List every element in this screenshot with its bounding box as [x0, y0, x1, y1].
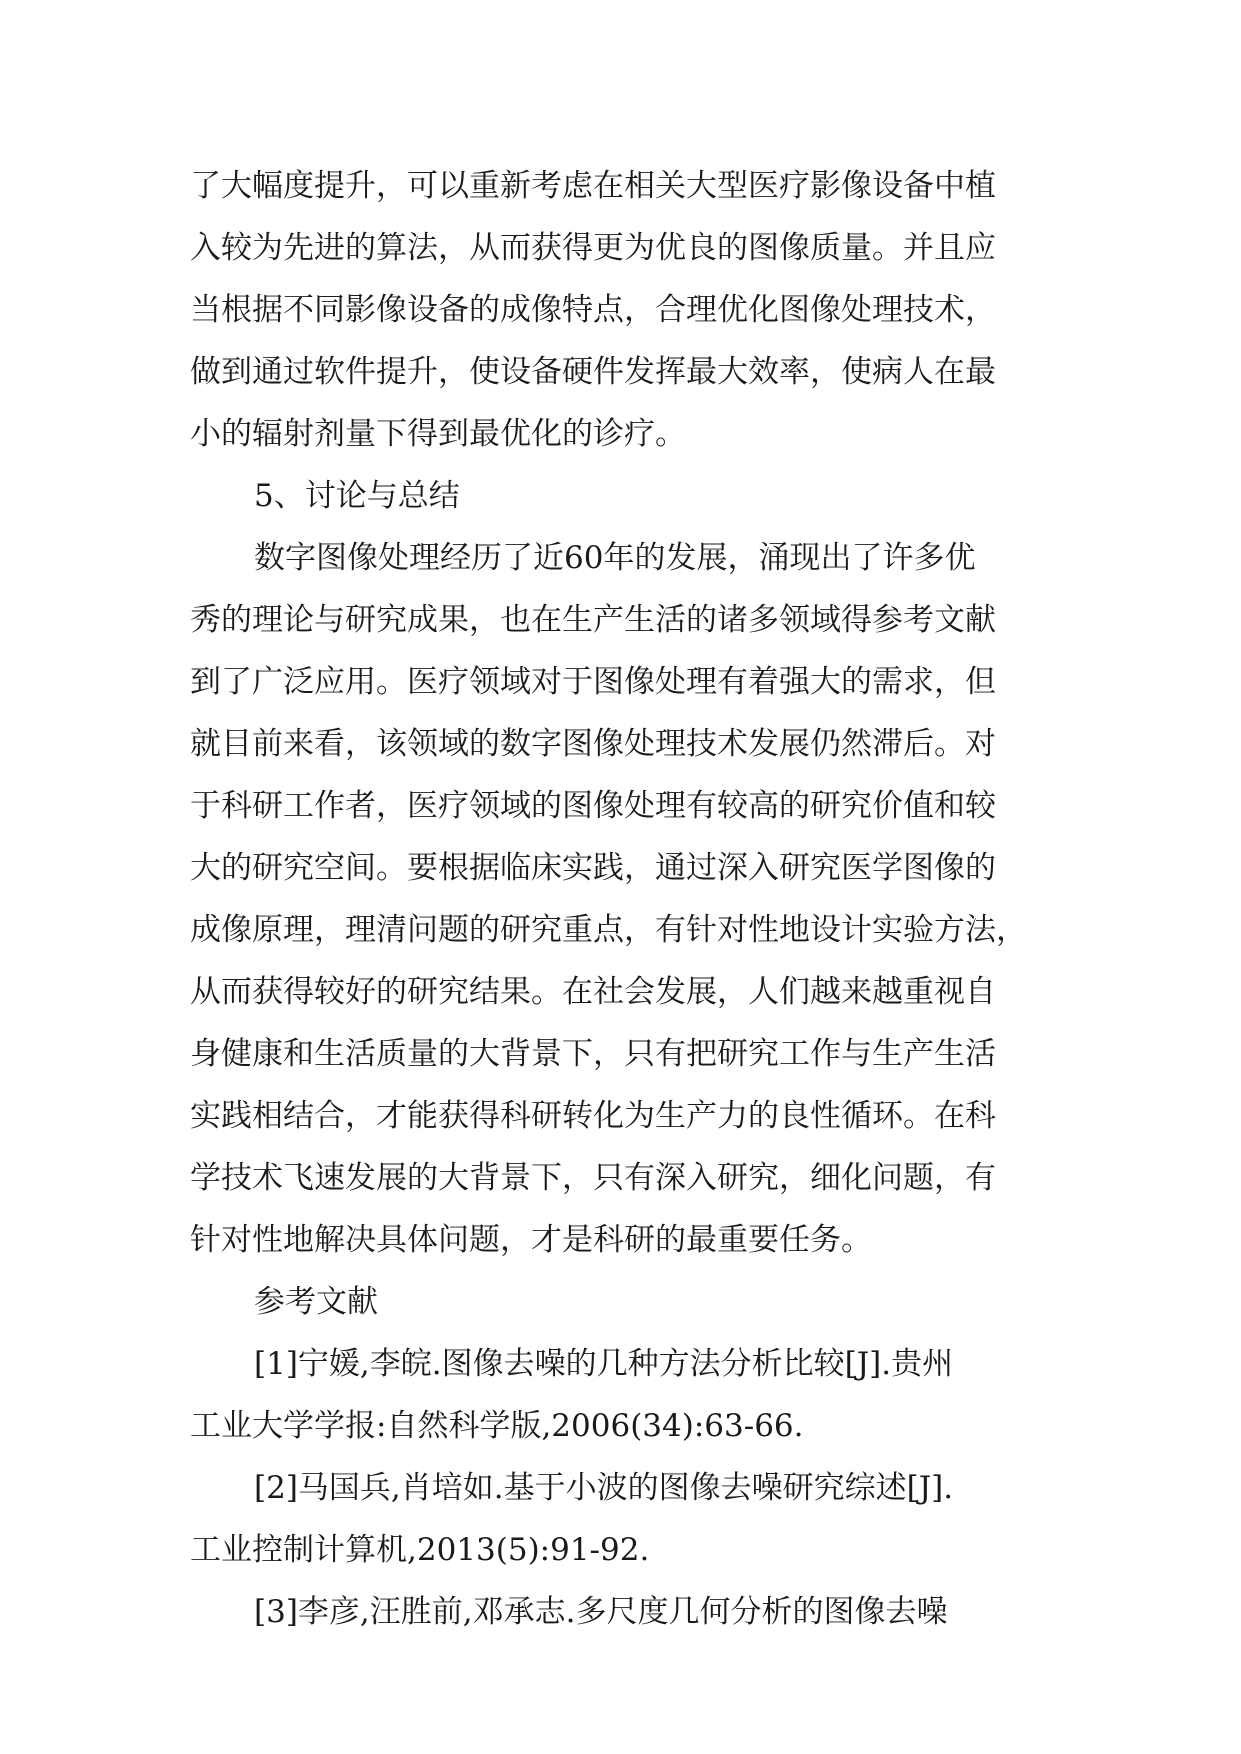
reference-item-continuation: 工业大学学报:自然科学版,2006(34):63-66. [190, 1408, 804, 1444]
paragraph-line: 小的辐射剂量下得到最优化的诊疗。 [190, 416, 686, 452]
paragraph-line: 从而获得较好的研究结果。在社会发展，人们越来越重视自 [190, 974, 996, 1010]
paragraph-line: 针对性地解决具体问题，才是科研的最重要任务。 [190, 1222, 872, 1258]
paragraph-line: 当根据不同影像设备的成像特点，合理优化图像处理技术， [190, 292, 996, 328]
paragraph-line: 数字图像处理经历了近60年的发展，涌现出了许多优 [254, 540, 976, 576]
paragraph-line: 学技术飞速发展的大背景下，只有深入研究，细化问题，有 [190, 1160, 996, 1196]
paragraph-line: 身健康和生活质量的大背景下，只有把研究工作与生产生活 [190, 1036, 996, 1072]
paragraph-line: 实践相结合，才能获得科研转化为生产力的良性循环。在科 [190, 1098, 996, 1134]
paragraph-line: 于科研工作者，医疗领域的图像处理有较高的研究价值和较 [190, 788, 996, 824]
reference-item: [2]马国兵,肖培如.基于小波的图像去噪研究综述[J]. [254, 1470, 954, 1506]
reference-item: [3]李彦,汪胜前,邓承志.多尺度几何分析的图像去噪 [254, 1594, 948, 1630]
reference-item: [1]宁媛,李皖.图像去噪的几种方法分析比较[J].贵州 [254, 1346, 954, 1382]
reference-item-continuation: 工业控制计算机,2013(5):91-92. [190, 1532, 650, 1568]
references-heading: 参考文献 [254, 1284, 378, 1320]
paragraph-line: 大的研究空间。要根据临床实践，通过深入研究医学图像的 [190, 850, 996, 886]
paragraph-line: 到了广泛应用。医疗领域对于图像处理有着强大的需求，但 [190, 664, 996, 700]
paragraph-line: 了大幅度提升，可以重新考虑在相关大型医疗影像设备中植 [190, 168, 996, 204]
paragraph-line: 成像原理，理清问题的研究重点，有针对性地设计实验方法， [190, 912, 1027, 948]
section-heading: 5、讨论与总结 [254, 478, 460, 514]
document-body [190, 155, 1070, 1643]
paragraph-line: 就目前来看，该领域的数字图像处理技术发展仍然滞后。对 [190, 726, 996, 762]
paragraph-line: 做到通过软件提升，使设备硬件发挥最大效率，使病人在最 [190, 354, 996, 390]
paragraph-line: 秀的理论与研究成果，也在生产生活的诸多领域得参考文献 [190, 602, 996, 638]
paragraph-line: 入较为先进的算法，从而获得更为优良的图像质量。并且应 [190, 230, 996, 266]
